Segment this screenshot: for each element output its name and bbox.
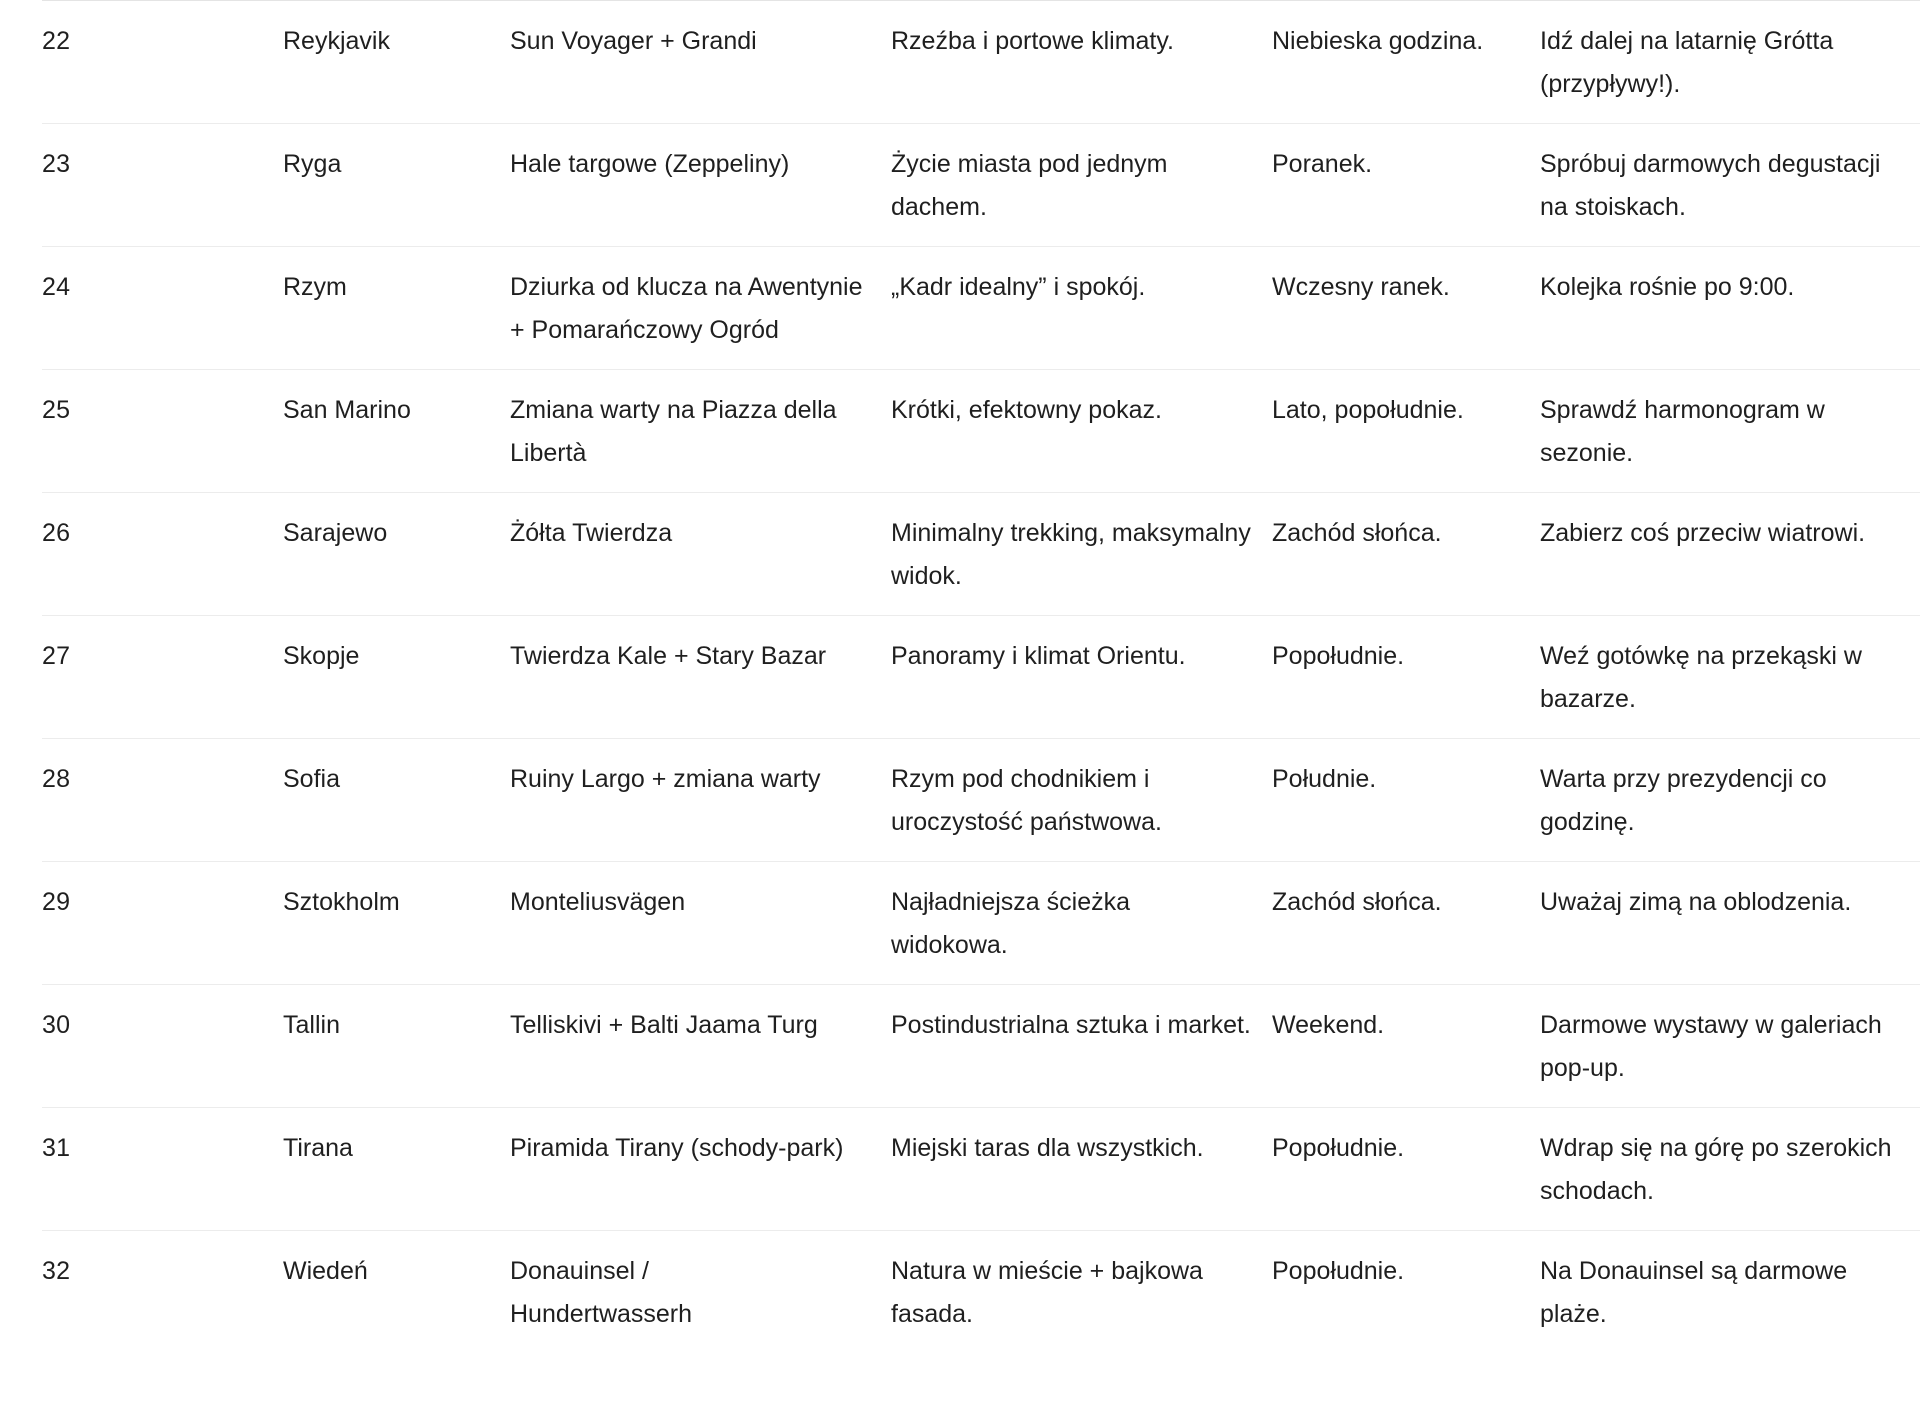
- city-cell: Ryga: [283, 124, 510, 247]
- place-cell: [510, 1231, 891, 1354]
- city-cell: Reykjavik: [283, 1, 510, 124]
- tip-cell: Wdrap się na górę po szerokich schodach.: [1540, 1108, 1920, 1231]
- row-number: 23: [42, 124, 283, 247]
- table-row: [42, 370, 1920, 493]
- places-table: [42, 0, 1920, 1353]
- when-cell: Popołudnie.: [1272, 1108, 1540, 1231]
- table-row: [42, 985, 1920, 1108]
- tip-cell: Darmowe wystawy w galeriach pop-up.: [1540, 985, 1920, 1108]
- place-cell: Ruiny Largo + zmiana warty: [510, 739, 891, 862]
- why-cell: Panoramy i klimat Orientu.: [891, 616, 1272, 739]
- why-cell: „Kadr idealny” i spokój.: [891, 247, 1272, 370]
- when-cell: Lato, popołudnie.: [1272, 370, 1540, 493]
- why-cell: Krótki, efektowny pokaz.: [891, 370, 1272, 493]
- row-number: 25: [42, 370, 283, 493]
- why-cell: Miejski taras dla wszystkich.: [891, 1108, 1272, 1231]
- place-cell-line-truncated: Hundertwasserh: [510, 1299, 693, 1328]
- tip-cell: Warta przy prezydencji co godzinę.: [1540, 739, 1920, 862]
- tip-cell: Idź dalej na latarnię Grótta (przypływy!).: [1540, 1, 1920, 124]
- row-number: 30: [42, 985, 283, 1108]
- row-number: 27: [42, 616, 283, 739]
- place-cell: Piramida Tirany (schody-park): [510, 1108, 891, 1231]
- when-cell: Poranek.: [1272, 124, 1540, 247]
- row-number: 22: [42, 1, 283, 124]
- place-cell: Twierdza Kale + Stary Bazar: [510, 616, 891, 739]
- city-cell: San Marino: [283, 370, 510, 493]
- row-number: 28: [42, 739, 283, 862]
- row-number: 26: [42, 493, 283, 616]
- when-cell: Zachód słońca.: [1272, 862, 1540, 985]
- place-cell: Monteliusvägen: [510, 862, 891, 985]
- table-row: [42, 247, 1920, 370]
- tip-cell: Uważaj zimą na oblodzenia.: [1540, 862, 1920, 985]
- why-cell: Rzym pod chodnikiem i uroczystość państwowa.: [891, 739, 1272, 862]
- place-cell: Hale targowe (Zeppeliny): [510, 124, 891, 247]
- row-number: 32: [42, 1231, 283, 1354]
- tip-cell: Spróbuj darmowych degustacji na stoiskach.: [1540, 124, 1920, 247]
- city-cell: Rzym: [283, 247, 510, 370]
- city-cell: Sarajewo: [283, 493, 510, 616]
- when-cell: Zachód słońca.: [1272, 493, 1540, 616]
- why-cell: Rzeźba i portowe klimaty.: [891, 1, 1272, 124]
- when-cell: Niebieska godzina.: [1272, 1, 1540, 124]
- place-cell: Żółta Twierdza: [510, 493, 891, 616]
- table-row: [42, 862, 1920, 985]
- why-cell: Minimalny trekking, maksymalny widok.: [891, 493, 1272, 616]
- city-cell: Tirana: [283, 1108, 510, 1231]
- place-cell: Dziurka od klucza na Awentynie + Pomarańczowy Ogród: [510, 247, 891, 370]
- place-cell: Sun Voyager + Grandi: [510, 1, 891, 124]
- when-cell: Wczesny ranek.: [1272, 247, 1540, 370]
- city-cell: Wiedeń: [283, 1231, 510, 1354]
- place-cell: Zmiana warty na Piazza della Libertà: [510, 370, 891, 493]
- why-cell: Najładniejsza ścieżka widokowa.: [891, 862, 1272, 985]
- place-cell-line: Donauinsel /: [510, 1257, 649, 1285]
- row-number: 24: [42, 247, 283, 370]
- table-row: [42, 1231, 1920, 1354]
- why-cell: Natura w mieście + bajkowa fasada.: [891, 1231, 1272, 1354]
- row-number: 31: [42, 1108, 283, 1231]
- tip-cell: Zabierz coś przeciw wiatrowi.: [1540, 493, 1920, 616]
- table-row: [42, 739, 1920, 862]
- city-cell: Skopje: [283, 616, 510, 739]
- when-cell: Popołudnie.: [1272, 1231, 1540, 1354]
- tip-cell: Weź gotówkę na przekąski w bazarze.: [1540, 616, 1920, 739]
- city-cell: Sztokholm: [283, 862, 510, 985]
- table-row: [42, 1108, 1920, 1231]
- place-cell: Telliskivi + Balti Jaama Turg: [510, 985, 891, 1108]
- row-number: 29: [42, 862, 283, 985]
- why-cell: Życie miasta pod jednym dachem.: [891, 124, 1272, 247]
- when-cell: Popołudnie.: [1272, 616, 1540, 739]
- table-row: [42, 616, 1920, 739]
- tip-cell: Na Donauinsel są darmowe plaże.: [1540, 1231, 1920, 1354]
- city-cell: Tallin: [283, 985, 510, 1108]
- table-row: [42, 1, 1920, 124]
- table-row: [42, 124, 1920, 247]
- city-cell: Sofia: [283, 739, 510, 862]
- table-row: [42, 493, 1920, 616]
- tip-cell: Kolejka rośnie po 9:00.: [1540, 247, 1920, 370]
- when-cell: Weekend.: [1272, 985, 1540, 1108]
- tip-cell: Sprawdź harmonogram w sezonie.: [1540, 370, 1920, 493]
- when-cell: Południe.: [1272, 739, 1540, 862]
- why-cell: Postindustrialna sztuka i market.: [891, 985, 1272, 1108]
